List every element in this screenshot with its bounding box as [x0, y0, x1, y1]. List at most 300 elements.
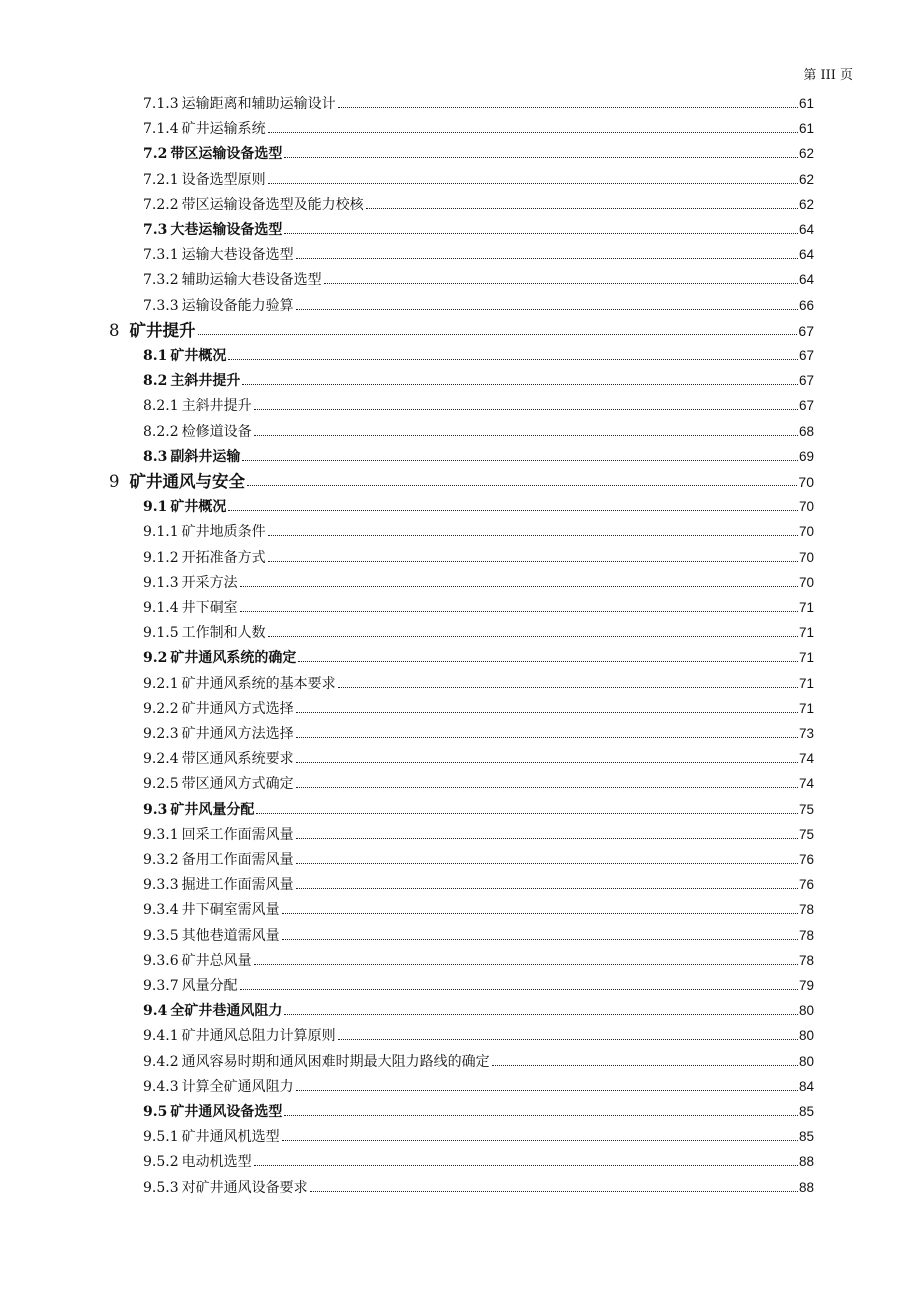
toc-entry-title — [143, 926, 282, 946]
toc-entry-label: 其他巷道需风量 — [181, 927, 280, 944]
toc-entry-title — [143, 94, 338, 114]
toc-entry-title — [143, 170, 268, 190]
toc-entry-page: 80 — [798, 1053, 814, 1069]
toc-entry-number: 9.3.2 — [143, 852, 179, 868]
toc-entry-number: 9.3.5 — [143, 927, 179, 944]
toc-entry-line — [143, 366, 814, 391]
dot-leader — [268, 535, 798, 536]
toc-entry-label: 矿井提升 — [129, 320, 196, 340]
toc-entry-line — [143, 744, 814, 769]
toc-entry-line — [143, 971, 814, 996]
toc-entry-title — [143, 1178, 310, 1198]
toc-entry-page: 73 — [798, 726, 814, 741]
toc-entry-label: 矿井总风量 — [181, 952, 252, 969]
toc-entry-page: 71 — [798, 675, 814, 691]
toc-entry-line — [143, 341, 814, 366]
toc-entry-number: 9.2.2 — [143, 700, 179, 717]
toc-entry-label: 矿井运输系统 — [181, 121, 266, 138]
toc-entry[interactable] — [0, 1173, 920, 1198]
toc-entry-page: 67 — [798, 398, 814, 414]
toc-entry-title — [143, 1102, 284, 1122]
toc-entry-number: 9.5.2 — [143, 1154, 179, 1171]
toc-entry-page: 85 — [798, 1129, 814, 1145]
dot-leader — [284, 1014, 798, 1015]
toc-entry-title — [143, 598, 240, 618]
toc-entry-line — [143, 618, 814, 643]
toc-entry-label: 计算全矿通风阻力 — [181, 1078, 294, 1095]
toc-entry-line — [143, 593, 814, 618]
dot-leader — [296, 787, 798, 788]
toc-entry-title — [143, 548, 268, 568]
toc-entry-number: 8.2 — [143, 373, 168, 390]
toc-entry-line — [143, 1047, 814, 1072]
toc-entry-label: 井下硐室需风量 — [181, 902, 280, 919]
dot-leader — [268, 636, 798, 637]
toc-entry-page: 67 — [798, 348, 814, 363]
toc-entry-line — [143, 870, 814, 895]
dot-leader — [198, 334, 798, 335]
toc-entry-number: 7.3.1 — [143, 247, 179, 264]
dot-leader — [282, 939, 798, 940]
toc-entry[interactable] — [0, 366, 920, 391]
toc-entry-label: 矿井通风机选型 — [181, 1129, 280, 1146]
toc-entry-label: 掘进工作面需风量 — [181, 877, 294, 894]
dot-leader — [284, 157, 798, 158]
dot-leader — [296, 258, 798, 259]
dot-leader — [338, 1039, 798, 1040]
toc-entry-page: 78 — [798, 902, 814, 918]
toc-entry-label: 风量分配 — [181, 978, 238, 994]
toc-entry-page: 76 — [798, 877, 814, 893]
toc-entry-number: 9.1.1 — [143, 524, 179, 541]
toc-entry-number: 9.2.4 — [143, 751, 179, 768]
toc-entry-line — [143, 643, 814, 668]
toc-entry[interactable] — [0, 568, 920, 593]
dot-leader — [254, 964, 798, 965]
toc-entry-line — [143, 694, 814, 719]
toc-entry-label: 主斜井提升 — [181, 398, 252, 415]
dot-leader — [242, 384, 798, 385]
toc-entry-number: 9.3.6 — [143, 952, 179, 969]
toc-entry-label: 带区通风系统要求 — [181, 751, 294, 768]
toc-entry-title — [143, 875, 296, 895]
toc-entry-label: 回采工作面需风量 — [181, 826, 294, 843]
toc-entry-label: 备用工作面需风量 — [181, 852, 294, 868]
toc-entry-number: 8.3 — [143, 448, 168, 465]
toc-entry-line — [143, 114, 814, 139]
toc-entry-page: 88 — [798, 1154, 814, 1170]
toc-entry[interactable] — [0, 316, 920, 341]
toc-entry-label: 运输距离和辅助运输设计 — [181, 96, 336, 112]
toc-entry-label: 副斜井运输 — [170, 448, 241, 465]
toc-entry-number: 7.2.1 — [143, 171, 179, 188]
toc-entry[interactable] — [0, 291, 920, 316]
toc-entry-page: 70 — [798, 499, 814, 515]
toc-entry-number: 9.5 — [143, 1104, 168, 1120]
toc-entry-page: 71 — [798, 650, 814, 666]
toc-entry-title — [143, 396, 254, 416]
toc-entry[interactable] — [0, 341, 920, 366]
toc-entry-page: 88 — [798, 1179, 814, 1195]
toc-entry-label: 运输设备能力验算 — [181, 297, 294, 314]
toc-entry-title — [143, 220, 284, 240]
toc-entry-label: 运输大巷设备选型 — [181, 247, 294, 264]
toc-entry-label: 带区运输设备选型及能力校核 — [181, 196, 364, 213]
toc-entry[interactable] — [0, 492, 920, 517]
toc-entry-label: 电动机选型 — [181, 1154, 252, 1171]
toc-entry[interactable] — [0, 417, 920, 442]
toc-entry-line — [143, 820, 814, 845]
toc-entry-label: 工作制和人数 — [181, 625, 266, 642]
toc-entry-title — [143, 422, 254, 442]
toc-entry-page: 70 — [798, 574, 814, 590]
toc-entry-page: 79 — [798, 978, 814, 993]
toc-entry-number: 9.5.3 — [143, 1179, 179, 1196]
toc-entry[interactable] — [0, 215, 920, 240]
toc-entry-line — [143, 946, 814, 971]
toc-entry-title — [143, 371, 242, 391]
toc-entry-line — [143, 1097, 814, 1122]
dot-leader — [296, 737, 798, 738]
toc-entry-line — [143, 1147, 814, 1172]
toc-entry-page: 61 — [798, 121, 814, 137]
dot-leader — [228, 359, 798, 360]
toc-entry-page: 70 — [798, 524, 814, 540]
toc-entry-line — [143, 1122, 814, 1147]
dot-leader — [296, 863, 798, 864]
toc-entry-number: 8 — [109, 320, 120, 340]
toc-entry-line — [143, 795, 814, 820]
toc-entry-page: 74 — [798, 751, 814, 767]
toc-entry[interactable] — [0, 1047, 920, 1072]
toc-entry-title — [143, 119, 268, 139]
toc-entry-label: 矿井风量分配 — [170, 801, 255, 818]
toc-entry-line — [143, 240, 814, 265]
toc-entry[interactable] — [0, 139, 920, 164]
toc-entry-line — [109, 467, 814, 492]
dot-leader — [256, 813, 798, 814]
toc-entry-label: 矿井概况 — [170, 348, 227, 364]
toc-entry-label: 大巷运输设备选型 — [170, 222, 283, 238]
toc-entry[interactable] — [0, 1021, 920, 1046]
toc-entry-title — [143, 497, 228, 517]
toc-entry[interactable] — [0, 820, 920, 845]
toc-entry[interactable] — [0, 1097, 920, 1122]
toc-entry-label: 开拓准备方式 — [181, 549, 266, 566]
toc-entry[interactable] — [0, 946, 920, 971]
toc-entry-line — [143, 291, 814, 316]
toc-entry-number: 7.3.2 — [143, 272, 179, 289]
toc-entry-title — [143, 900, 282, 920]
dot-leader — [338, 687, 798, 688]
toc-entry[interactable] — [0, 921, 920, 946]
toc-entry-number: 9.1.3 — [143, 574, 179, 591]
toc-entry-page: 74 — [798, 776, 814, 792]
dot-leader — [284, 1115, 798, 1116]
toc-entry-number: 9.2.3 — [143, 726, 179, 742]
toc-entry-page: 75 — [798, 801, 814, 817]
toc-entry-page: 69 — [798, 448, 814, 464]
toc-entry-label: 矿井通风方式选择 — [181, 700, 294, 717]
toc-entry-number: 9.3.7 — [143, 978, 179, 994]
toc-entry[interactable] — [0, 870, 920, 895]
dot-leader — [296, 1090, 798, 1091]
toc-entry-line — [143, 215, 814, 240]
toc-entry[interactable] — [0, 165, 920, 190]
dot-leader — [268, 132, 798, 133]
toc-entry-title — [143, 522, 268, 542]
toc-entry-page: 64 — [798, 222, 814, 237]
toc-entry-page: 71 — [798, 625, 814, 641]
toc-entry-line — [143, 139, 814, 164]
toc-entry-label: 矿井通风系统的基本要求 — [181, 675, 336, 692]
toc-entry[interactable] — [0, 744, 920, 769]
toc-entry-label: 矿井概况 — [170, 499, 227, 516]
toc-entry-title — [143, 648, 298, 668]
toc-entry-title — [143, 573, 240, 593]
toc-entry-page: 61 — [798, 96, 814, 111]
toc-entry-line — [143, 492, 814, 517]
toc-entry-line — [143, 996, 814, 1021]
toc-entry[interactable] — [0, 795, 920, 820]
toc-entry-title — [143, 623, 268, 643]
dot-leader — [296, 309, 798, 310]
dot-leader — [324, 283, 798, 284]
dot-leader — [296, 712, 798, 713]
toc-entry[interactable] — [0, 114, 920, 139]
toc-entry-title — [143, 825, 296, 845]
toc-entry[interactable] — [0, 996, 920, 1021]
toc-entry-label: 带区运输设备选型 — [170, 146, 283, 163]
toc-entry-page: 75 — [798, 826, 814, 842]
toc-entry-number: 9.5.1 — [143, 1129, 179, 1146]
toc-entry-line — [143, 442, 814, 467]
toc-entry-title — [143, 674, 338, 694]
toc-entry-page: 62 — [798, 196, 814, 212]
dot-leader — [268, 561, 798, 562]
dot-leader — [296, 762, 798, 763]
dot-leader — [242, 460, 798, 461]
toc-entry-number: 9.2 — [143, 650, 168, 667]
toc-entry-number: 8.1 — [143, 348, 168, 364]
dot-leader — [492, 1065, 798, 1066]
dot-leader — [296, 888, 798, 889]
toc-entry-title — [143, 699, 296, 719]
toc-entry-page: 78 — [798, 927, 814, 943]
toc-entry-label: 设备选型原则 — [181, 171, 266, 188]
toc-entry-page: 66 — [798, 297, 814, 313]
toc-entry-page: 78 — [798, 952, 814, 968]
toc-entry-line — [143, 543, 814, 568]
toc-entry-title — [143, 346, 228, 366]
dot-leader — [282, 913, 798, 914]
page-number: 第 III 页 — [803, 68, 853, 83]
toc-entry-page: 64 — [798, 272, 814, 288]
toc-entry-line — [143, 265, 814, 290]
toc-entry-page: 85 — [798, 1104, 814, 1119]
toc-entry-line — [143, 190, 814, 215]
dot-leader — [296, 838, 798, 839]
dot-leader — [338, 107, 798, 108]
toc-entry-label: 主斜井提升 — [170, 373, 241, 390]
toc-entry-page: 71 — [798, 600, 814, 615]
dot-leader — [298, 661, 798, 662]
toc-entry[interactable] — [0, 265, 920, 290]
toc-entry-label: 矿井通风方法选择 — [181, 726, 294, 742]
toc-entry-title — [109, 321, 198, 341]
toc-entry-number: 9.2.1 — [143, 675, 179, 692]
toc-entry-line — [143, 568, 814, 593]
toc-entry-number: 7.1.4 — [143, 121, 179, 138]
toc-entry-page: 70 — [798, 549, 814, 565]
toc-entry-number: 9.4 — [143, 1003, 168, 1020]
toc-entry-number: 9.4.2 — [143, 1053, 179, 1070]
toc-entry-title — [143, 850, 296, 870]
toc-entry-number: 9.3.3 — [143, 877, 179, 894]
toc-entry-page: 80 — [798, 1028, 814, 1044]
toc-entry[interactable] — [0, 719, 920, 744]
dot-leader — [310, 1191, 798, 1192]
toc-entry-number: 9.3 — [143, 801, 168, 818]
toc-entry[interactable] — [0, 190, 920, 215]
toc-entry-line — [143, 391, 814, 416]
toc-entry-number: 8.2.2 — [143, 423, 179, 440]
toc-entry-number: 7.3.3 — [143, 297, 179, 314]
toc-entry[interactable] — [0, 845, 920, 870]
toc-entry-number: 9.4.1 — [143, 1028, 179, 1045]
toc-entry[interactable] — [0, 240, 920, 265]
dot-leader — [240, 989, 798, 990]
toc-entry-page: 76 — [798, 852, 814, 867]
toc-entry[interactable] — [0, 971, 920, 996]
toc-entry[interactable] — [0, 517, 920, 542]
toc-entry-line — [143, 165, 814, 190]
toc-entry-title — [143, 447, 242, 467]
toc-entry[interactable] — [0, 643, 920, 668]
toc-entry-label: 矿井地质条件 — [181, 524, 266, 541]
toc-entry-page: 62 — [798, 146, 814, 162]
toc-entry-page: 70 — [798, 474, 814, 490]
toc-entry-title — [143, 1052, 492, 1072]
toc-entry-title — [143, 270, 324, 290]
toc-entry[interactable] — [0, 1147, 920, 1172]
toc-entry-label: 全矿井巷通风阻力 — [170, 1003, 283, 1020]
toc-entry-label: 矿井通风设备选型 — [170, 1104, 283, 1120]
toc-entry[interactable] — [0, 769, 920, 794]
dot-leader — [366, 208, 798, 209]
toc-entry-title — [143, 1077, 296, 1097]
toc-entry-page: 68 — [798, 423, 814, 439]
toc-entry-label: 带区通风方式确定 — [181, 776, 294, 793]
toc-entry-label: 对矿井通风设备要求 — [181, 1179, 308, 1196]
toc-entry-line — [143, 1072, 814, 1097]
dot-leader — [254, 1165, 798, 1166]
toc-entry[interactable] — [0, 618, 920, 643]
toc-entry-number: 9.1.2 — [143, 549, 179, 566]
dot-leader — [284, 233, 798, 234]
toc-entry-title — [143, 1026, 338, 1046]
toc-entry[interactable] — [0, 467, 920, 492]
toc-entry-page: 71 — [798, 700, 814, 716]
toc-entry-line — [143, 1021, 814, 1046]
toc-entry-title — [143, 1127, 282, 1147]
toc-entry-title — [143, 774, 296, 794]
toc-entry[interactable] — [0, 669, 920, 694]
toc-entry-page: 62 — [798, 171, 814, 187]
toc-entry-line — [143, 719, 814, 744]
toc-entry-number: 9 — [109, 472, 120, 491]
toc-entry-page: 67 — [798, 322, 814, 339]
toc-entry[interactable] — [0, 593, 920, 618]
toc-entry-label: 矿井通风与安全 — [129, 472, 245, 491]
toc-entry-label: 通风容易时期和通风困难时期最大阻力路线的确定 — [181, 1053, 490, 1070]
toc-entry-title — [143, 296, 296, 316]
dot-leader — [247, 485, 797, 486]
toc-entry[interactable] — [0, 694, 920, 719]
toc-entry-line — [143, 921, 814, 946]
toc-entry-number: 7.2 — [143, 146, 168, 163]
toc-entry-number: 7.3 — [143, 222, 168, 238]
toc-entry[interactable] — [0, 543, 920, 568]
toc-entry-title — [143, 951, 254, 971]
toc-entry[interactable] — [0, 1072, 920, 1097]
toc-entry-line — [143, 89, 814, 114]
toc-entry-line — [143, 1173, 814, 1198]
toc-entry-number: 7.2.2 — [143, 196, 179, 213]
toc-entry-number: 7.1.3 — [143, 96, 179, 112]
dot-leader — [282, 1140, 798, 1141]
toc-entry-page: 80 — [798, 1003, 814, 1019]
toc-entry-label: 矿井通风系统的确定 — [170, 650, 297, 667]
toc-entry-line — [143, 845, 814, 870]
toc-entry-title — [143, 724, 296, 744]
toc-entry-label: 检修道设备 — [181, 423, 252, 440]
toc-entry-number: 9.1.5 — [143, 625, 179, 642]
toc-entry[interactable] — [0, 1122, 920, 1147]
toc-entry-line — [143, 669, 814, 694]
dot-leader — [268, 183, 798, 184]
toc-entry-title — [143, 800, 256, 820]
toc-entry-page: 64 — [798, 247, 814, 263]
toc-entry-number: 9.4.3 — [143, 1078, 179, 1095]
toc-entry-page: 67 — [798, 373, 814, 389]
dot-leader — [240, 611, 798, 612]
toc-entry-title — [143, 195, 366, 215]
toc-entry-number: 9.3.4 — [143, 902, 179, 919]
toc-entry[interactable] — [0, 391, 920, 416]
toc-entry-title — [143, 976, 240, 996]
toc-entry-title — [143, 1152, 254, 1172]
toc-entry-label: 辅助运输大巷设备选型 — [181, 272, 322, 289]
toc-entry-line — [143, 517, 814, 542]
toc-entry-number: 9.1 — [143, 499, 168, 516]
toc-entry-title — [143, 144, 284, 164]
toc-entry-number: 9.2.5 — [143, 776, 179, 793]
toc-entry[interactable] — [0, 89, 920, 114]
dot-leader — [240, 586, 798, 587]
toc-entry-number: 9.3.1 — [143, 826, 179, 843]
toc-entry[interactable] — [0, 442, 920, 467]
toc-entry-line — [143, 769, 814, 794]
toc-entry-label: 矿井通风总阻力计算原则 — [181, 1028, 336, 1045]
toc-entry[interactable] — [0, 895, 920, 920]
toc-entry-title — [143, 245, 296, 265]
toc-entry-page: 84 — [798, 1078, 814, 1094]
toc-entry-title — [109, 472, 247, 492]
toc-entry-number: 9.1.4 — [143, 600, 179, 616]
toc-entry-line — [109, 316, 814, 341]
dot-leader — [228, 510, 798, 511]
